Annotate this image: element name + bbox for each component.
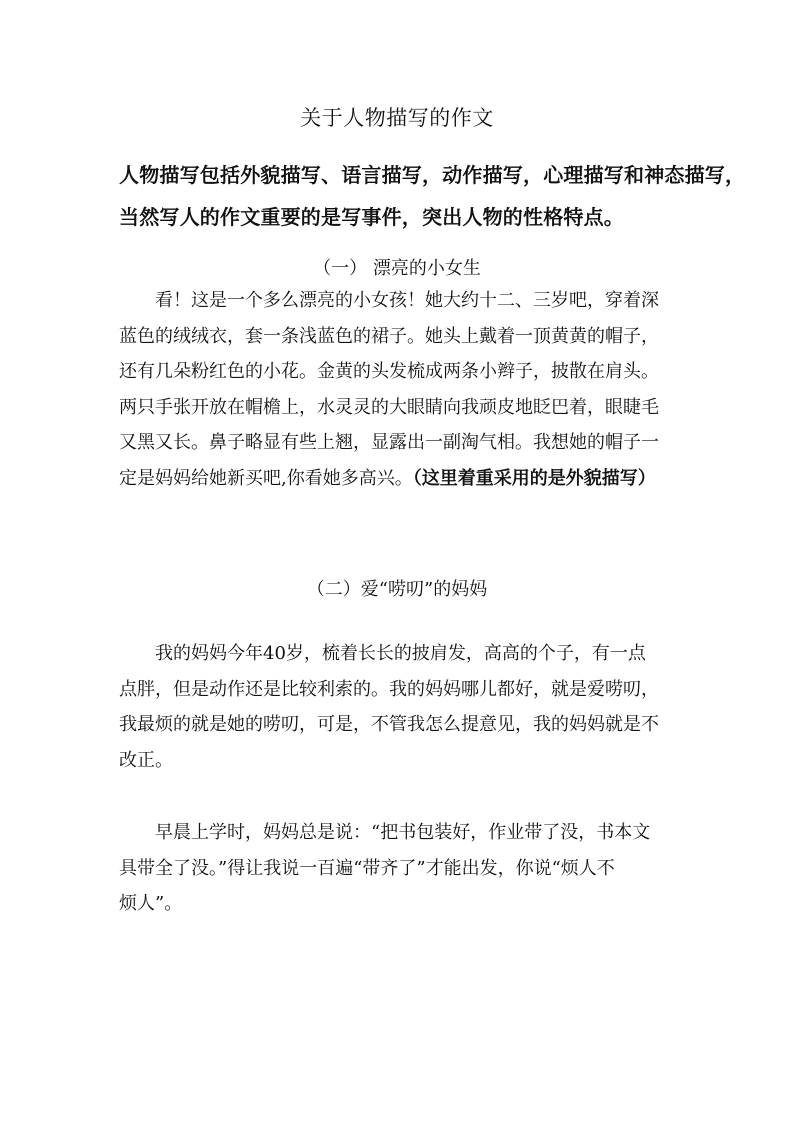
- paragraph-line: 具带全了没。”得让我说一百遍“带齐了”才能出发，你说“烦人不: [119, 857, 615, 879]
- paragraph-line: 蓝色的绒绒衣，套一条浅蓝色的裙子。她头上戴着一顶黄黄的帽子，: [119, 325, 659, 347]
- paragraph-line: 两只手张开放在帽檐上，水灵灵的大眼睛向我顽皮地眨巴着，眼睫毛: [119, 396, 659, 418]
- intro-line: 人物描写包括外貌描写、语言描写，动作描写，心理描写和神态描写，: [119, 163, 746, 187]
- paragraph-line: [119, 461, 679, 497]
- paragraph-line: 改正。: [119, 749, 173, 771]
- paragraph-line: 我最烦的就是她的唠叨，可是，不管我怎么提意见，我的妈妈就是不: [119, 714, 659, 735]
- section-1-paragraph: [119, 283, 679, 496]
- paragraph-line: 又黑又长。鼻子略显有些上翘，显露出一副淘气相。我想她的帽子一: [119, 432, 659, 453]
- description-note: （这里着重采用的是外貌描写）: [412, 467, 656, 489]
- paragraph-line-text: 定是妈妈给她新买吧,你看她多高兴。: [119, 467, 413, 489]
- section-2-paragraph-2: [119, 815, 679, 922]
- section-2-paragraph-1: [119, 636, 679, 778]
- section-2-heading: （二）爱“唠叨”的妈妈: [306, 579, 488, 600]
- paragraph-line: 看！这是一个多么漂亮的小女孩！她大约十二、三岁吧，穿着深: [155, 290, 659, 311]
- paragraph-line: 我的妈妈今年40岁，梳着长长的披肩发，高高的个子，有一点: [155, 643, 646, 664]
- paragraph-line: 早晨上学时，妈妈总是说：“把书包装好，作业带了没，书本文: [155, 822, 651, 843]
- paragraph-line: 烦人”。: [119, 893, 183, 914]
- section-1-heading: （一） 漂亮的小女生: [313, 258, 481, 279]
- document-title: 关于人物描写的作文: [300, 106, 494, 130]
- intro-paragraph: [119, 154, 746, 238]
- intro-line: 当然写人的作文重要的是写事件，突出人物的性格特点。: [119, 205, 624, 229]
- paragraph-line: 点胖，但是动作还是比较利索的。我的妈妈哪儿都好，就是爱唠叨，: [119, 678, 659, 700]
- paragraph-line: 还有几朵粉红色的小花。金黄的头发梳成两条小辫子，披散在肩头。: [119, 361, 659, 382]
